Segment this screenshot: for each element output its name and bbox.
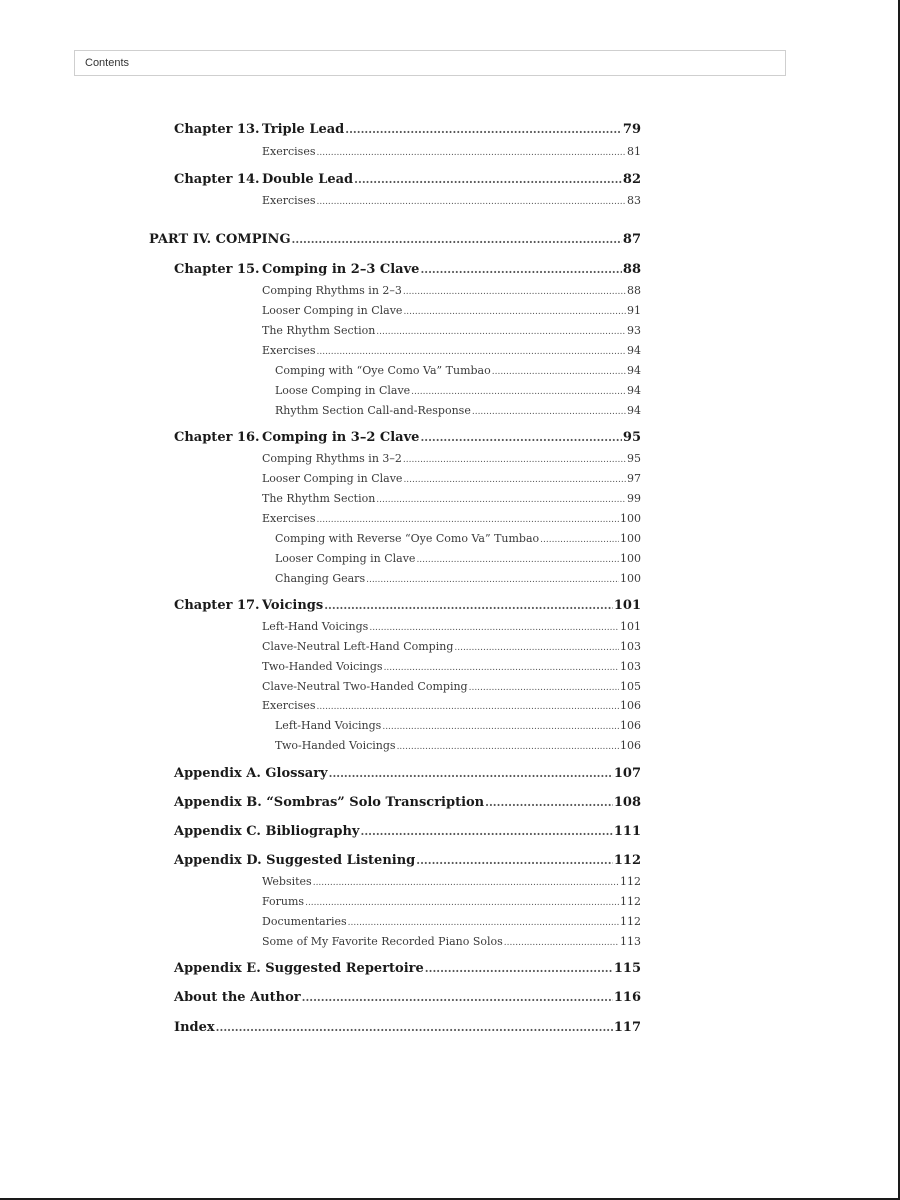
- dot-leader: [416, 551, 619, 568]
- toc-entry-title: Triple Lead: [262, 122, 345, 137]
- toc-entry-page-number: 112: [620, 875, 641, 888]
- dot-leader: [403, 451, 626, 468]
- toc-entry-title: Comping in 3–2 Clave: [262, 430, 420, 445]
- toc-entry-minor[interactable]: [262, 619, 641, 636]
- toc-entry-number: Chapter 17.: [174, 598, 260, 613]
- toc-entry-page-number: 94: [627, 384, 641, 397]
- dot-leader: [305, 894, 619, 911]
- toc-entry-page-number: 111: [613, 824, 641, 839]
- toc-entry-title: The Rhythm Section: [262, 324, 376, 337]
- dot-leader: [425, 961, 613, 977]
- toc-entry-minor[interactable]: [262, 323, 641, 340]
- toc-entry-title: Looser Comping in Clave: [262, 472, 403, 485]
- dot-leader: [403, 303, 626, 320]
- toc-entry-page-number: 91: [627, 304, 641, 317]
- toc-entry-title: Two-Handed Voicings: [275, 739, 396, 752]
- dot-leader: [316, 144, 626, 161]
- toc-entry-minor[interactable]: [275, 738, 641, 755]
- toc-entry-title: Comping with “Oye Como Va” Tumbao: [275, 364, 491, 377]
- toc-entry-page-number: 97: [627, 472, 641, 485]
- toc-entry-page-number: 94: [627, 344, 641, 357]
- dot-leader: [376, 491, 626, 508]
- toc-entry-page-number: 94: [627, 364, 641, 377]
- toc-entry-title: Voicings: [262, 598, 324, 613]
- toc-entry-page-number: 117: [613, 1020, 641, 1035]
- toc-entry-title: Left-Hand Voicings: [262, 620, 369, 633]
- toc-entry-page-number: 79: [622, 122, 641, 137]
- dot-leader: [316, 511, 619, 528]
- dot-leader: [384, 659, 619, 676]
- dot-leader: [397, 738, 619, 755]
- toc-entry-title: Comping in 2–3 Clave: [262, 262, 420, 277]
- dot-leader: [504, 934, 619, 951]
- dot-leader: [485, 795, 613, 811]
- dot-leader: [345, 122, 622, 138]
- toc-entry-title: PART IV. COMPING: [149, 232, 291, 247]
- toc-entry-page-number: 112: [613, 853, 641, 868]
- toc-entry-major[interactable]: [174, 430, 641, 446]
- dot-leader: [348, 914, 619, 931]
- dot-leader: [376, 323, 626, 340]
- toc-entry-page-number: 100: [620, 532, 641, 545]
- dot-leader: [469, 679, 619, 696]
- toc-entry-title: Appendix A. Glossary: [174, 766, 328, 781]
- toc-entry-major[interactable]: [174, 766, 641, 782]
- toc-entry-minor[interactable]: [262, 639, 641, 656]
- toc-entry-number: Chapter 13.: [174, 122, 260, 137]
- dot-leader: [420, 262, 621, 278]
- toc-entry-number: Chapter 16.: [174, 430, 260, 445]
- toc-entry-major[interactable]: [174, 990, 641, 1006]
- toc-entry-minor[interactable]: [262, 193, 641, 210]
- toc-entry-title: Clave-Neutral Left-Hand Comping: [262, 640, 454, 653]
- toc-entry-title: Documentaries: [262, 915, 347, 928]
- toc-entry-page-number: 112: [620, 895, 641, 908]
- toc-entry-minor[interactable]: [262, 894, 641, 911]
- toc-entry-page-number: 103: [620, 660, 641, 673]
- toc-entry-title: Two-Handed Voicings: [262, 660, 383, 673]
- toc-entry-page-number: 101: [620, 620, 641, 633]
- toc-entry-page-number: 116: [613, 990, 641, 1005]
- toc-entry-title: Index: [174, 1020, 215, 1035]
- dot-leader: [403, 471, 626, 488]
- toc-entry-page-number: 106: [620, 699, 641, 712]
- toc-entry-minor[interactable]: [262, 698, 641, 715]
- toc-entry-page-number: 100: [620, 552, 641, 565]
- dot-leader: [403, 283, 626, 300]
- toc-entry-page-number: 88: [627, 284, 641, 297]
- dot-leader: [369, 619, 619, 636]
- toc-entry-minor[interactable]: [275, 403, 641, 420]
- toc-entry-page-number: 101: [613, 598, 641, 613]
- toc-entry-page-number: 100: [620, 572, 641, 585]
- toc-entry-page-number: 105: [620, 680, 641, 693]
- toc-entry-title: Comping Rhythms in 3–2: [262, 452, 402, 465]
- toc-entry-page-number: 99: [627, 492, 641, 505]
- toc-entry-page-number: 106: [620, 739, 641, 752]
- toc-entry-minor[interactable]: [262, 659, 641, 676]
- toc-entry-minor[interactable]: [262, 471, 641, 488]
- dot-leader: [316, 193, 626, 210]
- dot-leader: [454, 639, 619, 656]
- toc-entry-page-number: 82: [622, 172, 641, 187]
- toc-entry-major[interactable]: [174, 853, 641, 869]
- toc-entry-minor[interactable]: [262, 303, 641, 320]
- toc-entry-title: Changing Gears: [275, 572, 366, 585]
- toc-entry-major[interactable]: [174, 598, 641, 614]
- dot-leader: [492, 363, 626, 380]
- toc-entry-title: Looser Comping in Clave: [262, 304, 403, 317]
- dot-leader: [292, 232, 622, 248]
- toc-entry-minor[interactable]: [262, 679, 641, 696]
- toc-entry-title: Comping Rhythms in 2–3: [262, 284, 402, 297]
- toc-entry-page-number: 95: [627, 452, 641, 465]
- toc-entry-number: Chapter 15.: [174, 262, 260, 277]
- toc-entry-major[interactable]: [174, 961, 641, 977]
- toc-entry-page-number: 95: [622, 430, 641, 445]
- toc-entry-major[interactable]: [174, 1020, 641, 1036]
- toc-entry-page-number: 106: [620, 719, 641, 732]
- toc-entry-major[interactable]: [174, 122, 641, 138]
- toc-entry-minor[interactable]: [275, 551, 641, 568]
- toc-entry-page-number: 94: [627, 404, 641, 417]
- toc-entry-minor[interactable]: [262, 934, 641, 951]
- toc-entry-title: Double Lead: [262, 172, 354, 187]
- toc-entry-title: Appendix D. Suggested Listening: [174, 853, 416, 868]
- dot-leader: [302, 990, 613, 1006]
- toc-entry-major[interactable]: [174, 824, 641, 840]
- dot-leader: [420, 430, 621, 446]
- dot-leader: [472, 403, 626, 420]
- toc-entry-minor[interactable]: [275, 571, 641, 588]
- toc-entry-title: Comping with Reverse “Oye Como Va” Tumbao: [275, 532, 540, 545]
- dot-leader: [411, 383, 626, 400]
- dot-leader: [324, 598, 613, 614]
- toc-entry-title: Exercises: [262, 699, 316, 712]
- toc-entry-page-number: 88: [622, 262, 641, 277]
- toc-entry-minor[interactable]: [262, 283, 641, 300]
- toc-entry-title: Clave-Neutral Two-Handed Comping: [262, 680, 468, 693]
- dot-leader: [329, 766, 613, 782]
- toc-entry-minor[interactable]: [262, 874, 641, 891]
- toc-entry-minor[interactable]: [262, 914, 641, 931]
- toc-entry-title: Left-Hand Voicings: [275, 719, 382, 732]
- dot-leader: [216, 1020, 613, 1036]
- toc-entry-page-number: 87: [622, 232, 641, 247]
- dot-leader: [382, 718, 619, 735]
- toc-entry-minor[interactable]: [275, 531, 641, 548]
- toc-entry-title: Some of My Favorite Recorded Piano Solos: [262, 935, 503, 948]
- toc-entry-minor[interactable]: [262, 511, 641, 528]
- toc-entry-minor[interactable]: [275, 363, 641, 380]
- toc-entry-title: Rhythm Section Call-and-Response: [275, 404, 471, 417]
- toc-entry-minor[interactable]: [262, 491, 641, 508]
- dot-leader: [316, 343, 626, 360]
- toc-entry-title: Exercises: [262, 512, 316, 525]
- dot-leader: [416, 853, 613, 869]
- toc-entry-minor[interactable]: [262, 144, 641, 161]
- running-header-label: Contents: [85, 57, 130, 69]
- dot-leader: [313, 874, 619, 891]
- toc-entry-title: Exercises: [262, 344, 316, 357]
- toc-entry-minor[interactable]: [262, 451, 641, 468]
- toc-entry-minor[interactable]: [275, 383, 641, 400]
- toc-entry-page-number: 83: [627, 194, 641, 207]
- toc-entry-major[interactable]: [174, 795, 641, 811]
- toc-entry-title: About the Author: [174, 990, 301, 1005]
- toc-entry-title: Loose Comping in Clave: [275, 384, 411, 397]
- toc-entry-minor[interactable]: [275, 718, 641, 735]
- dot-leader: [354, 172, 622, 188]
- toc-entry-page-number: 81: [627, 145, 641, 158]
- toc-entry-major[interactable]: [174, 172, 641, 188]
- toc-entry-page-number: 113: [620, 935, 641, 948]
- toc-entry-page-number: 100: [620, 512, 641, 525]
- toc-entry-page-number: 115: [613, 961, 641, 976]
- toc-entry-major[interactable]: [174, 262, 641, 278]
- dot-leader: [540, 531, 619, 548]
- toc-entry-page-number: 107: [613, 766, 641, 781]
- dot-leader: [361, 824, 613, 840]
- toc-entry-title: Appendix C. Bibliography: [174, 824, 360, 839]
- toc-entry-title: The Rhythm Section: [262, 492, 376, 505]
- toc-entry-title: Appendix E. Suggested Repertoire: [174, 961, 424, 976]
- toc-entry-number: Chapter 14.: [174, 172, 260, 187]
- toc-entry-title: Looser Comping in Clave: [275, 552, 416, 565]
- toc-entry-page-number: 93: [627, 324, 641, 337]
- toc-entry-title: Exercises: [262, 145, 316, 158]
- toc-entry-page-number: 112: [620, 915, 641, 928]
- toc-entry-minor[interactable]: [262, 343, 641, 360]
- toc-entry-major[interactable]: [149, 232, 641, 248]
- dot-leader: [316, 698, 619, 715]
- toc-entry-title: Websites: [262, 875, 312, 888]
- dot-leader: [366, 571, 619, 588]
- toc-entry-title: Appendix B. “Sombras” Solo Transcription: [174, 795, 485, 810]
- toc-entry-page-number: 103: [620, 640, 641, 653]
- toc-entry-title: Exercises: [262, 194, 316, 207]
- toc-entry-page-number: 108: [613, 795, 641, 810]
- toc-entry-title: Forums: [262, 895, 305, 908]
